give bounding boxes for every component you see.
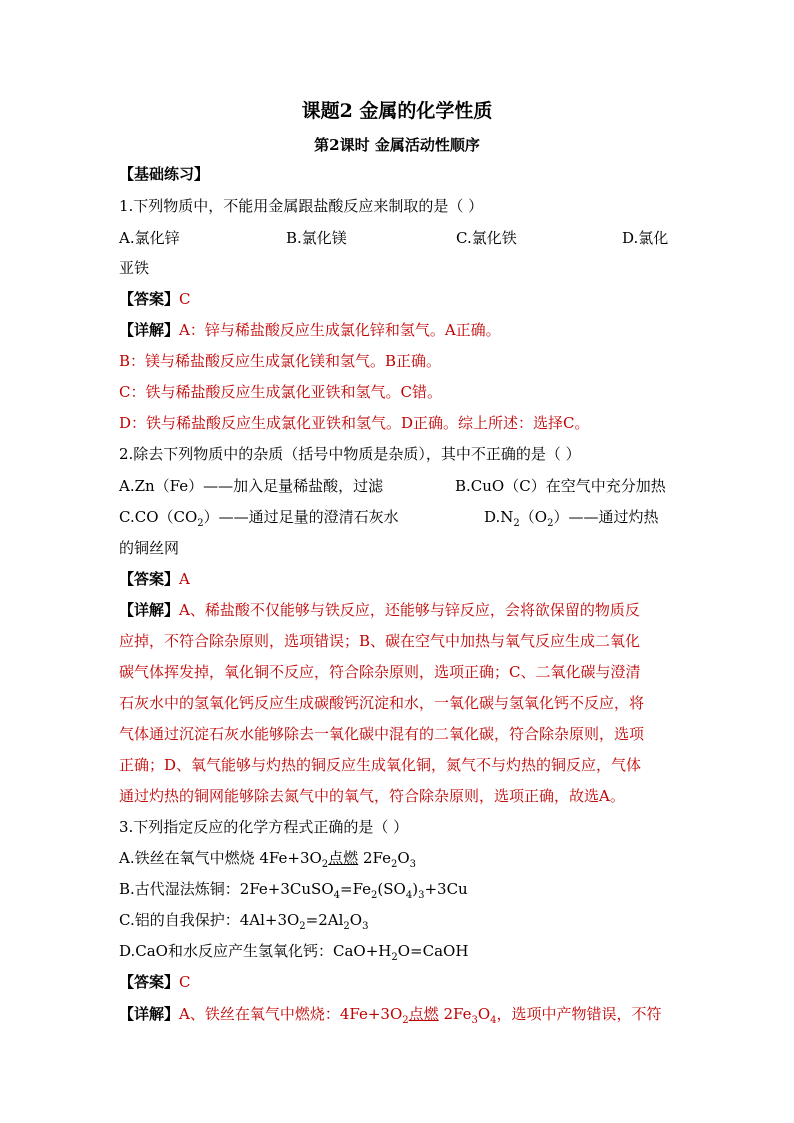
q1-option-d-cont: 亚铁 [119,259,150,277]
q1-option-a: A.氯化锌 [119,229,180,247]
answer-value: C [179,290,191,308]
q2-explanation-2: 应掉，不符合除杂原则，选项错误；B、碳在空气中加热与氧气反应生成二氧化 [119,632,641,650]
explanation-label: 【详解】 [119,601,180,619]
q2-option-d: $D.N_2(O_2)——$通过灼热 [484,508,659,529]
q1-option-d: D.氯化 [622,229,669,247]
q3-option-a: A.铁丝在氧气中燃烧 $4Fe+3O_2$点燃 $2Fe_2O_3$ [119,849,417,870]
q2-explanation-3: 碳气体挥发掉，氧化铜不反应，符合除杂原则，选项正确；C、二氧化碳与澄清 [119,663,641,681]
answer-value: C [179,973,191,991]
q2-explanation-5: 气体通过沉淀石灰水能够除去一氧化碳中混有的二氧化碳，符合除杂原则，选项 [119,725,645,743]
q3-option-c: C.铝的自我保护：$4Al+3O_2=2Al_2O_3$ [119,911,369,932]
page-title: 课题2 金属的化学性质 [301,100,493,122]
q1-answer [119,289,679,309]
condition-ignite: 点燃 [328,849,359,867]
section-heading: 【基础练习】 [119,165,210,183]
q1-stem: 1.下列物质中，不能用金属跟盐酸反应来制取的是（ ） [119,197,484,215]
q1-option-b: B.氯化镁 [286,229,347,247]
q2-option-a: A.Zn（Fe）——加入足量稀盐酸，过滤 [119,477,384,495]
explanation-text: A：锌与稀盐酸反应生成氯化锌和氢气。A正确。 [179,321,501,339]
q1-explanation-4: D：铁与稀盐酸反应生成氯化亚铁和氢气。D正确。综上所述：选择C。 [119,414,590,432]
page-subtitle: 第2课时 金属活动性顺序 [314,136,480,154]
explanation-text: A、铁丝在氧气中燃烧：$4Fe+3O_2$点燃 $2Fe_3O_4$，选项中产物错误，不符 [179,1005,662,1026]
q3-answer [119,972,679,992]
q1-explanation-3: C：铁与稀盐酸反应生成氯化亚铁和氢气。C错。 [119,383,442,401]
q2-explanation-6: 正确；D、氧气能够与灼热的铜反应生成氧化铜，氮气不与灼热的铜反应，气体 [119,756,642,774]
condition-ignite: 点燃 [408,1005,439,1023]
q2-option-b: B.CuO（C）在空气中充分加热 [455,477,666,495]
q2-option-c: $C.CO(CO_2)——$通过足量的澄清石灰水 [119,508,399,529]
explanation-label: 【详解】 [119,1005,180,1023]
explanation-label: 【详解】 [119,321,180,339]
answer-label: 【答案】 [119,973,180,991]
q2-option-d-cont: 的铜丝网 [119,539,180,557]
q1-explanation-1 [119,320,679,340]
explanation-text: A、稀盐酸不仅能够与铁反应，还能够与锌反应，会将欲保留的物质反 [179,601,640,619]
q3-option-b: B.古代湿法炼铜：$2Fe+3CuSO_4=Fe_2(SO_4)_3+3Cu$ [119,880,468,901]
q2-explanation-4: 石灰水中的氢氧化钙反应生成碳酸钙沉淀和水，一氧化碳与氢氧化钙不反应，将 [119,694,645,712]
q2-explanation-1 [119,600,679,620]
q3-stem: 3.下列指定反应的化学方程式正确的是（ ） [119,818,409,836]
q1-option-c: C.氯化铁 [456,229,517,247]
answer-value: A [179,570,190,588]
q1-explanation-2: B：镁与稀盐酸反应生成氯化镁和氢气。B正确。 [119,352,442,370]
answer-label: 【答案】 [119,290,180,308]
q2-explanation-7: 通过灼热的铜网能够除去氮气中的氧气，符合除杂原则，选项正确，故选A。 [119,787,625,805]
answer-label: 【答案】 [119,570,180,588]
q2-stem: 2.除去下列物质中的杂质（括号中物质是杂质），其中不正确的是（ ） [119,445,581,463]
q2-answer [119,569,679,589]
q3-explanation-1 [119,1004,679,1024]
q3-option-d: D.CaO和水反应产生氢氧化钙：$CaO+H_2O=CaOH$ [119,942,469,963]
